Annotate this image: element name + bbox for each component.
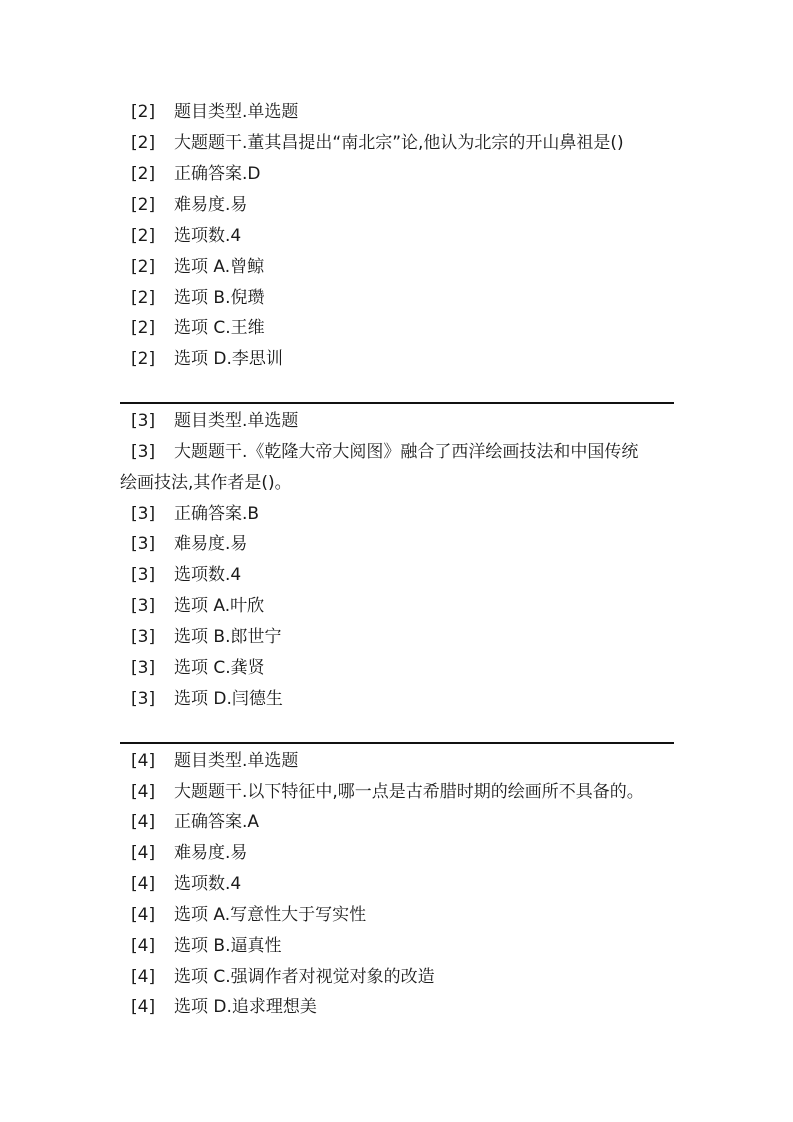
option-c: 选项 C.强调作者对视觉对象的改造 xyxy=(174,967,435,987)
option-count: 选项数.4 xyxy=(174,565,242,585)
option-line xyxy=(0,962,793,992)
option-b: 选项 B.逼真性 xyxy=(174,936,282,956)
question-number: [2] xyxy=(131,257,156,277)
question-stem-cont: 绘画技法,其作者是()。 xyxy=(120,473,292,493)
question-type-line xyxy=(0,97,793,127)
option-line xyxy=(0,931,793,961)
option-a: 选项 A.写意性大于写实性 xyxy=(174,905,367,925)
question-number: [2] xyxy=(131,349,156,369)
answer-line xyxy=(0,159,793,189)
option-count: 选项数.4 xyxy=(174,874,242,894)
question-number: [3] xyxy=(131,442,156,462)
option-c: 选项 C.王维 xyxy=(174,318,265,338)
question-number: [2] xyxy=(131,288,156,308)
answer-line xyxy=(0,499,793,529)
question-type-line xyxy=(0,746,793,776)
question-stem-line xyxy=(0,128,793,158)
question-number: [2] xyxy=(131,164,156,184)
option-line xyxy=(0,344,793,374)
option-line xyxy=(0,900,793,930)
question-type: 题目类型.单选题 xyxy=(174,102,299,122)
question-number: [4] xyxy=(131,782,156,802)
option-line xyxy=(0,591,793,621)
difficulty-line xyxy=(0,529,793,559)
option-line xyxy=(0,992,793,1022)
question-number: [3] xyxy=(131,534,156,554)
question-type: 题目类型.单选题 xyxy=(174,411,299,431)
question-number: [3] xyxy=(131,565,156,585)
question-number: [2] xyxy=(131,226,156,246)
option-b: 选项 B.郎世宁 xyxy=(174,627,282,647)
option-a: 选项 A.叶欣 xyxy=(174,596,265,616)
question-number: [3] xyxy=(131,689,156,709)
question-number: [3] xyxy=(131,596,156,616)
question-number: [4] xyxy=(131,874,156,894)
option-c: 选项 C.龚贤 xyxy=(174,658,265,678)
question-type-line xyxy=(0,406,793,436)
question-number: [4] xyxy=(131,936,156,956)
option-count-line xyxy=(0,221,793,251)
difficulty-line xyxy=(0,838,793,868)
difficulty: 难易度.易 xyxy=(174,534,248,554)
question-number: [2] xyxy=(131,102,156,122)
question-stem: 大题题干.《乾隆大帝大阅图》融合了西洋绘画技法和中国传统 xyxy=(174,442,639,462)
difficulty: 难易度.易 xyxy=(174,195,248,215)
section-divider xyxy=(120,742,674,744)
question-number: [2] xyxy=(131,195,156,215)
question-stem-line xyxy=(0,437,793,467)
question-number: [3] xyxy=(131,411,156,431)
question-number: [4] xyxy=(131,967,156,987)
correct-answer: 正确答案.A xyxy=(174,812,260,832)
option-line xyxy=(0,622,793,652)
question-stem: 大题题干.董其昌提出“南北宗”论,他认为北宗的开山鼻祖是() xyxy=(174,133,624,153)
difficulty: 难易度.易 xyxy=(174,843,248,863)
question-number: [4] xyxy=(131,843,156,863)
option-line xyxy=(0,313,793,343)
question-type: 题目类型.单选题 xyxy=(174,751,299,771)
option-count: 选项数.4 xyxy=(174,226,242,246)
section-divider xyxy=(120,402,674,404)
option-count-line xyxy=(0,560,793,590)
question-number: [3] xyxy=(131,627,156,647)
question-number: [2] xyxy=(131,318,156,338)
question-number: [4] xyxy=(131,905,156,925)
option-line xyxy=(0,252,793,282)
option-line xyxy=(0,653,793,683)
question-number: [4] xyxy=(131,751,156,771)
question-stem-continuation xyxy=(0,468,793,498)
question-stem-line xyxy=(0,777,793,807)
correct-answer: 正确答案.D xyxy=(174,164,261,184)
option-d: 选项 D.追求理想美 xyxy=(174,997,317,1017)
question-number: [4] xyxy=(131,997,156,1017)
question-stem: 大题题干.以下特征中,哪一点是古希腊时期的绘画所不具备的。 xyxy=(174,782,644,802)
question-number: [2] xyxy=(131,133,156,153)
option-line xyxy=(0,684,793,714)
option-count-line xyxy=(0,869,793,899)
question-number: [3] xyxy=(131,504,156,524)
correct-answer: 正确答案.B xyxy=(174,504,260,524)
option-a: 选项 A.曾鲸 xyxy=(174,257,265,277)
difficulty-line xyxy=(0,190,793,220)
question-number: [4] xyxy=(131,812,156,832)
option-d: 选项 D.闫德生 xyxy=(174,689,283,709)
option-d: 选项 D.李思训 xyxy=(174,349,283,369)
answer-line xyxy=(0,807,793,837)
option-b: 选项 B.倪瓒 xyxy=(174,288,265,308)
question-number: [3] xyxy=(131,658,156,678)
option-line xyxy=(0,283,793,313)
